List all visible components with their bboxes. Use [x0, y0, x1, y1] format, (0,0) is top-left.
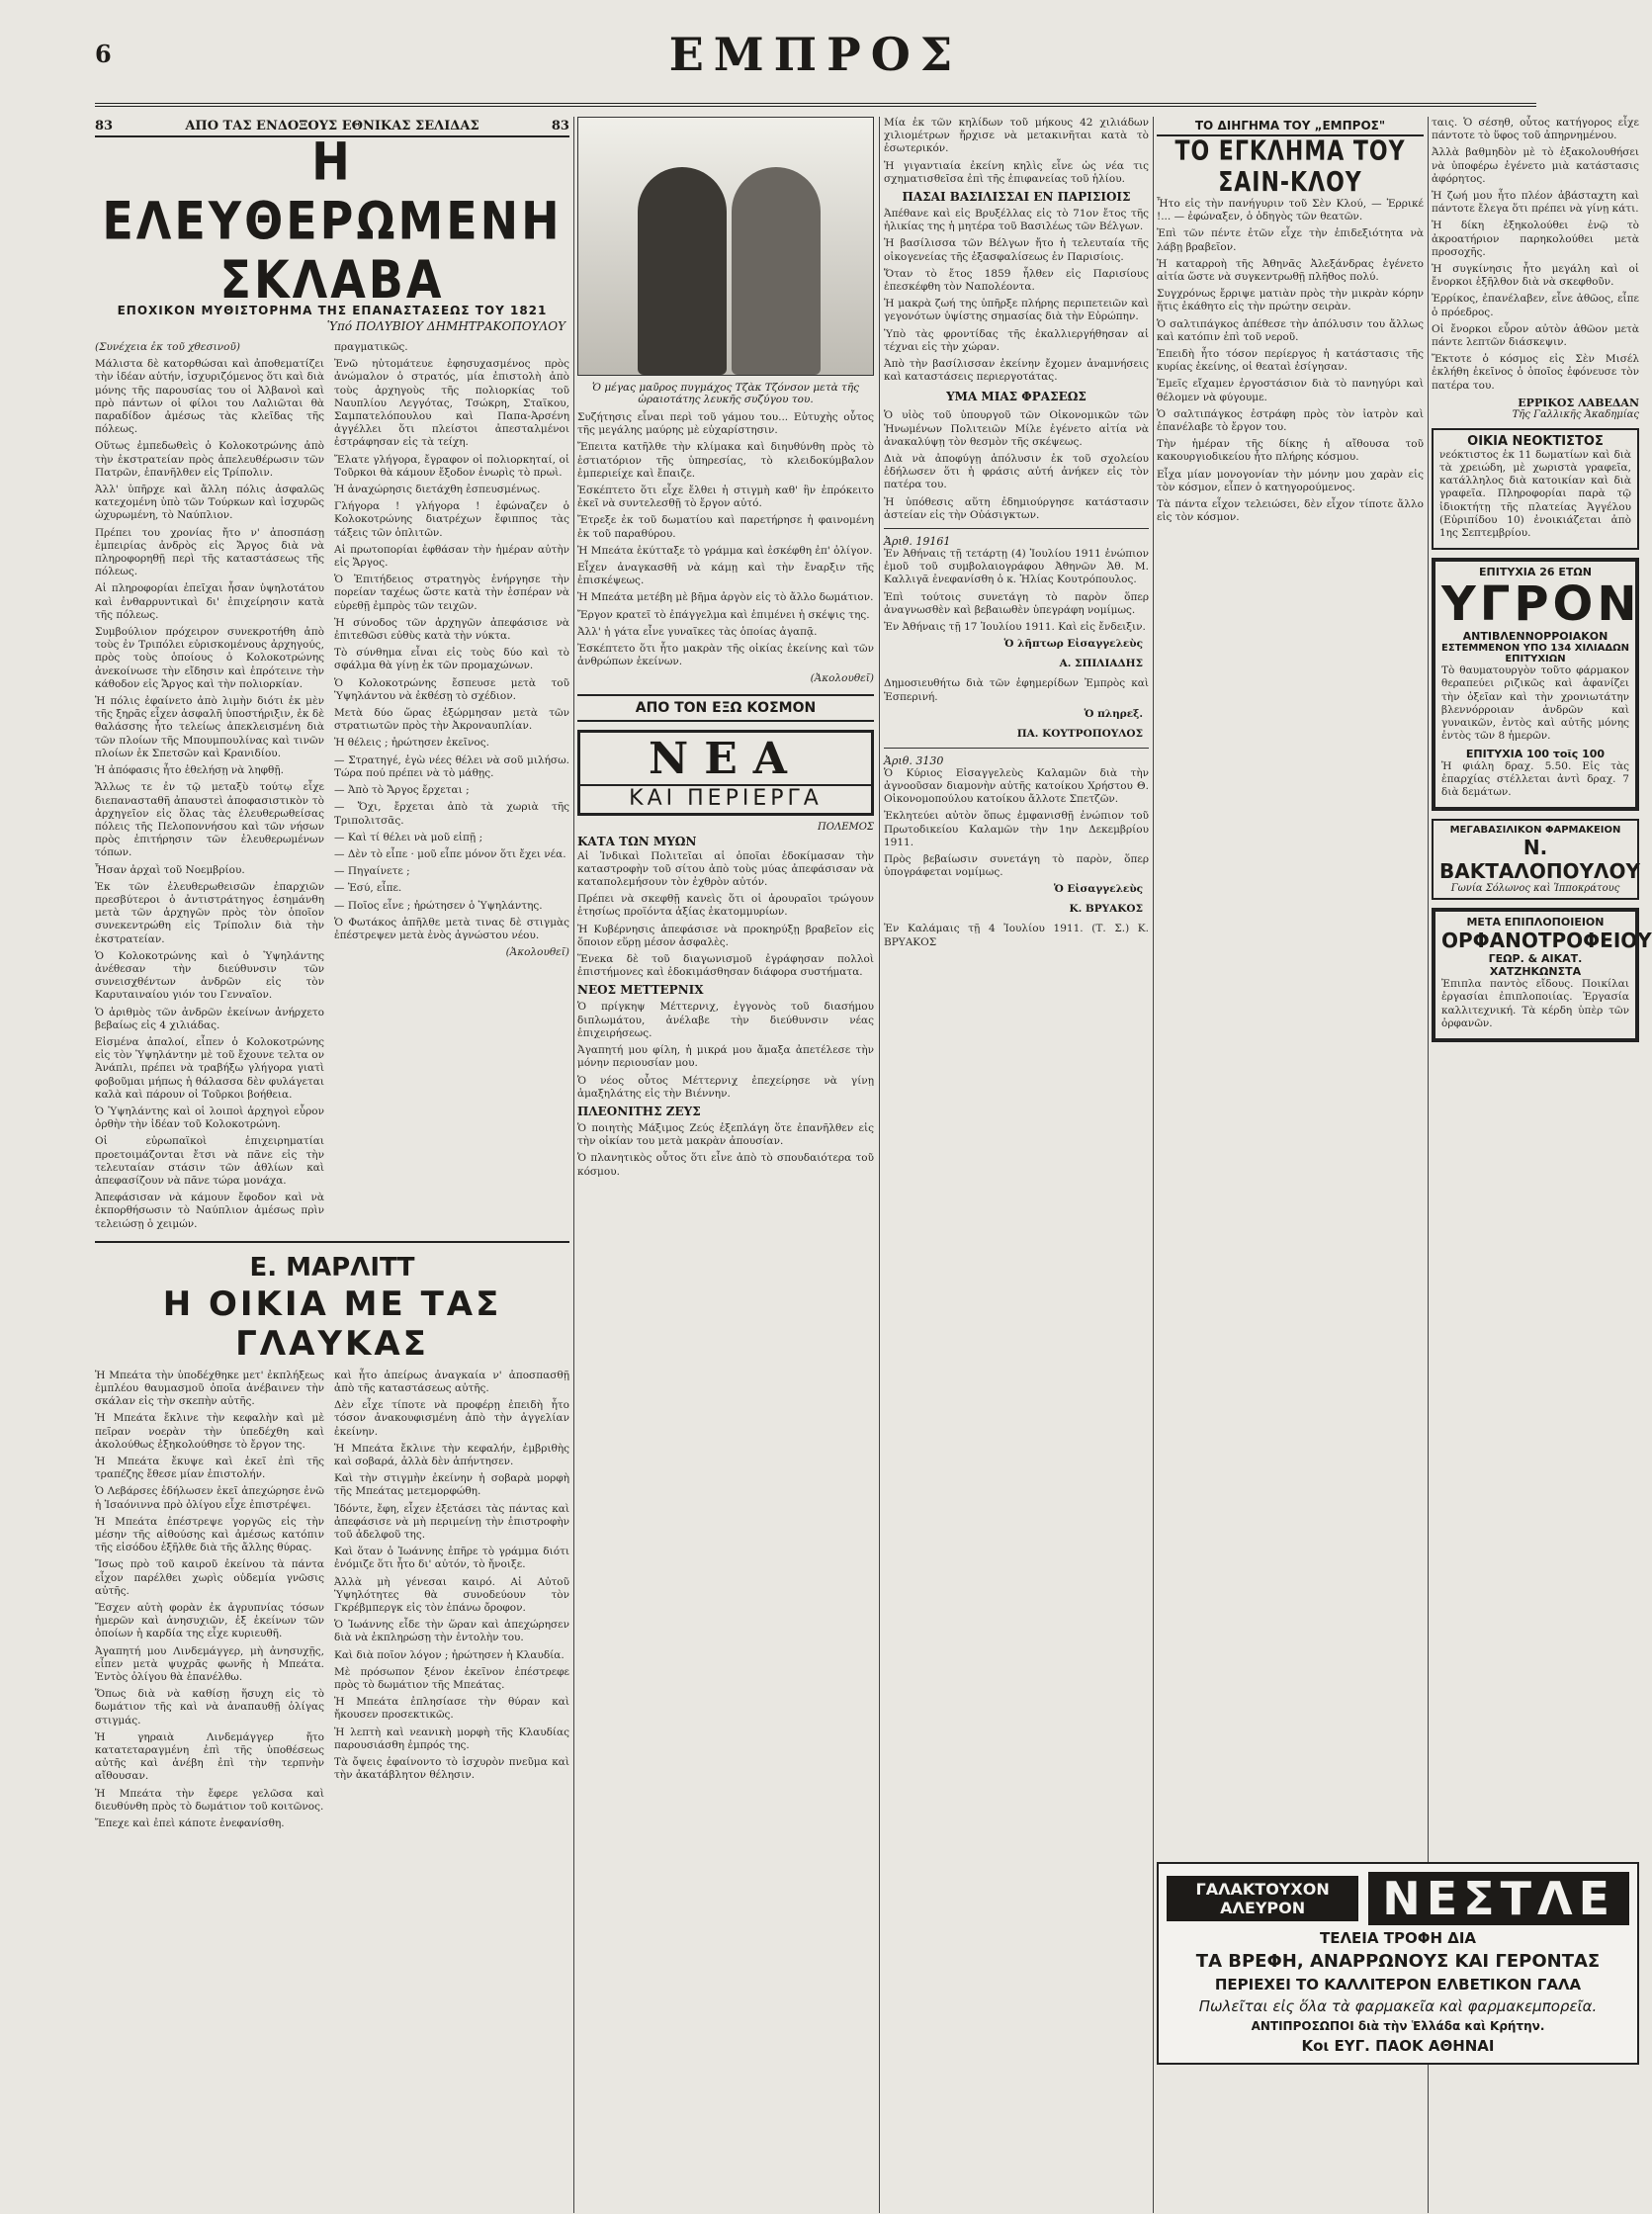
paragraph: Ἐν Ἀθήναις τῇ 17 Ἰουλίου 1911. Καὶ εἰς ἔνδειξιν. — [884, 621, 1146, 634]
paragraph: Ἀλλ' ἡ γάτα εἶνε γυναῖκες τὰς ὁποίας ἀγαπᾷ. — [577, 625, 818, 638]
paragraph: — Ποῖος εἶνε ; ἠρώτησεν ὁ Ὑψηλάντης. — [334, 899, 543, 912]
paragraph: Ἐν Ἀθήναις τῇ τετάρτῃ (4) Ἰουλίου 1911 ἐνώπιον ἐμοῦ τοῦ συμβολαιογράφου Ἀθηνῶν Ἀθ. Μ. Καλλιγᾶ ἐνεφανίσθη ὁ κ. Ἠλίας Κουτρόπουλος. — [884, 548, 1149, 586]
nestle-line: ΑΝΤΙΠΡΟΣΩΠΟΙ διὰ τὴν Ἑλλάδα καὶ Κρήτην. — [1251, 2019, 1545, 2033]
marlitt-title: Η ΟΙΚΙΑ ΜΕ ΤΑΣ ΓΛΑΥΚΑΣ — [162, 1284, 502, 1364]
paragraph: Ἡ Μπεάτα ἔκυψε καὶ ἐκεῖ ἐπὶ τῆς τραπέζης ἔθεσε μίαν ἐπιστολήν. — [95, 1456, 324, 1481]
ygron-line: ΕΣΤΕΜΜΕΝΟΝ ΥΠΟ 134 ΧΙΛΙΑΔΩΝ ΕΠΙΤΥΧΙΩΝ — [1441, 643, 1629, 665]
paragraph: Καὶ τὴν στιγμὴν ἐκείνην ἡ σοβαρὰ μορφὴ τῆς Μπεάτας μετεμορφώθη. — [334, 1472, 569, 1498]
page-number: 6 — [95, 40, 112, 68]
serial-section: ΑΠΟ ΤΑΣ ΕΝΔΟΞΟΥΣ ΕΘΝΙΚΑΣ ΣΕΛΙΔΑΣ — [185, 119, 479, 133]
paragraph: Ἡ Μπεάτα μετέβη μὲ βῆμα ἀργὸν εἰς τὸ ἄλλο δωμάτιον. — [577, 591, 874, 604]
paragraph: Ἀγαπητή μου φίλη, ἡ μικρά μου ἄμαξα ἀπετέλεσε τὴν μόνην περιουσίαν μου. — [577, 1044, 874, 1070]
ygron-line: ΕΠΙΤΥΧΙΑ 100 τοῖς 100 — [1465, 747, 1606, 760]
paragraph: Ὅπως διὰ νὰ καθίσῃ ἥσυχη εἰς τὸ δωμάτιον τῆς καὶ νὰ ἀναπαυθῇ ὀλίγας στιγμάς. — [95, 1688, 324, 1727]
paragraph: Οἱ ἔνορκοι εὗρον αὐτὸν ἀθῶον μετὰ πάντε λεπτῶν διάσκεψιν. — [1432, 322, 1639, 349]
marlitt-author: Ε. ΜΑΡΛΙΤΤ — [249, 1252, 415, 1283]
paragraph: Ἡ πόλις ἐφαίνετο ἀπὸ λιμὴν διότι ἐκ μὲν τῆς ξηρᾶς εἶχεν ἀσφαλῆ ὑποστήριξιν, ἐκ δὲ θαλάσσης ἦτο τελείως ἀπεκλεισμένη διὰ τῶν πλοίων τῆς Μπουμπουλίνας καὶ τινῶν πλοίων ἐκ Σπετσῶν καὶ Κρανιδίου. — [95, 695, 324, 759]
paragraph: Ἔπεχε καὶ ἐπεὶ κάποτε ἐνεφανίσθη. — [95, 1817, 285, 1830]
serial-body — [95, 341, 569, 1235]
marlitt-text-left — [95, 1370, 324, 1835]
paragraph: Ἀπεφάσισαν νὰ κάμουν ἔφοδον καὶ νὰ ἐκπορθήσωσιν τὸ Ναύπλιον ἀμέσως πρὶν τελειώσῃ ὁ χειμών. — [95, 1192, 324, 1230]
nestle-line: ΤΕΛΕΙΑ ΤΡΟΦΗ ΔΙΑ — [1319, 1929, 1477, 1947]
paragraph: Εἶχα μίαν μονογονίαν τὴν μόνην μου χαρὰν εἰς τὸν κόσμον, εἶπεν ὁ κατηγορούμενος. — [1157, 468, 1424, 493]
nestle-line: ΤΑ ΒΡΕΦΗ, ΑΝΑΡΡΩΝΟΥΣ ΚΑΙ ΓΕΡΟΝΤΑΣ — [1195, 1951, 1601, 1972]
photo-figure — [638, 167, 727, 375]
serial-column — [95, 117, 569, 2213]
nestle-line: ΠΕΡΙΕΧΕΙ ΤΟ ΚΑΛΛΙΤΕΡΟΝ ΕΛΒΕΤΙΚΟΝ ΓΑΛΑ — [1214, 1976, 1582, 1993]
paragraph: Ἡ ἀπόφασις ἦτο ἐθελήσῃ νὰ ληφθῇ. — [95, 764, 284, 777]
paragraph: Ὁ Ὑψηλάντης καὶ οἱ λοιποὶ ἀρχηγοὶ εὗρον ὀρθὴν τὴν ἰδέαν τοῦ Κολοκοτρώνη. — [95, 1105, 324, 1131]
columns — [95, 107, 1652, 2213]
paragraph: Πρέπει του χρονίας ἤτο ν' ἀποσπάσῃ ἐμπειρίας ἀνδρὸς εἰς Ἄργος διὰ νὰ πληροφορηθῇ περὶ τῆς καταστάσεως τῆς πόλεως. — [95, 526, 324, 578]
paragraph: Ὁ Κύριος Εἰσαγγελεὺς Καλαμῶν διὰ τὴν ἀγνοοῦσαν διαμονὴν αὐτῆς κατοίκου Χρήστου Θ. Οἰκονομοπούλου κατοίκου ἄλλοτε Σπετζῶν. — [884, 766, 1149, 806]
paragraph: Ὁ νέος οὗτος Μέττερνιχ ἐπεχείρησε νὰ γίνῃ ἁμαξηλάτης εἰς τὴν Βιέννην. — [577, 1074, 874, 1100]
column-divider — [879, 117, 880, 2213]
pharmacy-address: Γωνία Σόλωνος καὶ Ἱπποκράτους — [1450, 883, 1620, 895]
ads-column — [1432, 117, 1652, 2213]
paragraph: Ἡ ὑπόθεσις αὕτη ἐδημιούργησε κατάστασιν ἀστείαν εἰς τὴν Οὐάσιγκτων. — [884, 495, 1149, 521]
pleonitis-heading: ΠΛΕΟΝΙΤΗΣ ΖΕΥΣ — [577, 1104, 701, 1118]
paragraph: Ἔλατε γλήγορα, ἔγραφον οἱ πολιορκηταί, οἱ Τοῦρκοι θὰ κάμουν ἔξοδον ἐνωρὶς τὸ πρωὶ. — [334, 453, 569, 479]
paragraph: Ἀπέθανε καὶ εἰς Βρυξέλλας εἰς τὸ 71ον ἔτος τῆς ἡλικίας της ἡ μητέρα τοῦ Βασιλέως τῶν Βέλγων. — [884, 208, 1149, 233]
paragraph: Ἀγαπητή μου Λινδεμάγγερ, μὴ ἀνησυχῇς, εἶπεν μετὰ ψυχρᾶς φωνῆς ἡ Μπεάτα. Ἐντὸς ὀλίγου θὰ ἐπανέλθω. — [95, 1644, 324, 1684]
story-closing: Ἔκτοτε ὁ κόσμος εἰς Σὲν Μισέλ ἐκλήθη ἐκεῖνος ὁ ὁποῖος ἐφόνευσε τὸν πατέρα του. — [1432, 353, 1639, 392]
paragraph: Τὰ ὄψεις ἐφαίνοντο τὸ ἰσχυρὸν πνεῦμα καὶ τὴν ἀκατάβλητον θέλησιν. — [334, 1756, 569, 1782]
metternich-heading: ΝΕΟΣ ΜΕΤΤΕΡΝΙΧ — [577, 983, 704, 998]
marlitt-body — [95, 1370, 569, 1835]
marlitt-text-right — [334, 1370, 569, 1835]
section-header: ΑΠΟ ΤΟΝ ΕΞΩ ΚΟΣΜΟΝ — [577, 694, 874, 722]
paragraph: Ὁ υἱὸς τοῦ ὑπουργοῦ τῶν Οἰκονομικῶν τῶν Ἡνωμένων Πολιτειῶν Μίλε ἐγένετο αἰτία νὰ ἀνακαλύψῃ τὸν θεσμὸν τῆς σκέψεως. — [884, 409, 1149, 448]
paragraph: Οἱ εὐρωπαϊκοὶ ἐπιχειρηματίαι προετοιμάζονται ἔτσι νὰ πᾶνε εἰς τὴν τελευταίαν στάσιν τῶν ἀθλίων καὶ ἀπεφασίζουν νὰ πᾶνε τώρα μονάχα. — [95, 1135, 324, 1187]
paragraph: Ἐπὶ τούτοις συνετάγη τὸ παρὸν ὅπερ ἀναγνωσθὲν καὶ βεβαιωθὲν ὑπεγράφη νομίμως. — [884, 590, 1149, 616]
paragraph: Ἐσκέπτετο ὅτι εἶχε ἔλθει ἡ στιγμὴ καθ' ἣν ἐπρόκειτο ἐκεῖ νὰ συντελεσθῇ τὸ ἔργον αὐτό. — [577, 485, 874, 510]
paragraph: Ἰδόντε, ἔφη, εἶχεν ἐξετάσει τὰς πάντας καὶ ἀπεφάσισε νὰ μὴ περιμείνῃ τὴν ἐπιστροφὴν τοῦ ἀδελφοῦ της. — [334, 1502, 569, 1542]
paragraph: Ἡ θέλεις ; ἠρώτησεν ἐκεῖνος. — [334, 737, 489, 750]
nea-box — [577, 730, 874, 816]
masthead — [95, 28, 1536, 107]
newspaper-title: ΕΜΠΡΟΣ — [668, 28, 963, 81]
signature-name: Κ. ΒΡΥΑΚΟΣ — [1069, 903, 1143, 916]
paragraph: Ὁ σαλτιπάγκος ἀπέθεσε τὴν ἀπόλυσιν του ἄλλως καὶ κατόπιν ἐπὶ τοῦ νεροῦ. — [1157, 317, 1424, 343]
paragraph: Ἀπὸ τὴν βασίλισσαν ἐκείνην ἔχομεν ἀναμνήσεις καὶ καταστάσεις περιεργοτάτας. — [884, 358, 1149, 384]
serial-byline: Ὑπό ΠΟΛΥΒΙΟΥ ΔΗΜΗΤΡΑΚΟΠΟΥΛΟΥ — [326, 319, 565, 333]
paragraph: Τὴν ἡμέραν τῆς δίκης ἡ αἴθουσα τοῦ κακουργιοδικείου ἦτο πλήρης κόσμου. — [1157, 438, 1424, 464]
notice-number: Ἀριθ. 19161 — [884, 535, 951, 549]
paragraph: πραγματικῶς. — [334, 341, 408, 353]
column-divider — [1153, 117, 1154, 2213]
notice-number: Ἀριθ. 3130 — [884, 753, 944, 767]
paragraph: Ἡ Μπεάτα τὴν ἔφερε γελῶσα καὶ διευθύνθη πρὸς τὸ δωμάτιον τοῦ κοιτῶνος. — [95, 1787, 324, 1813]
paragraph: Ἡ Μπεάτα ἐκύτταξε τὸ γράμμα καὶ ἐσκέφθη ἐπ' ὀλίγον. — [577, 544, 873, 557]
ygron-line: ΑΝΤΙΒΛΕΝΝΟΡΡΟΙΑΚΟΝ — [1462, 630, 1609, 644]
paragraph: Ἡ γηραιὰ Λινδεμάγγερ ἤτο κατατεταραγμένη ἐπὶ τῆς ὑποθέσεως αὐτῆς καὶ ἀνέβη ἐπὶ τὴν τερπνὴν αἴθουσαν. — [95, 1730, 324, 1783]
news-column — [884, 117, 1149, 2213]
paragraph: Μία ἐκ τῶν κηλίδων τοῦ μήκους 42 χιλιάδων χιλιομέτρων ἤρχισε νὰ μετακινῆται κατὰ τὸ ἐσωτερικόν. — [884, 117, 1149, 155]
fraseis-heading: ΥΜΑ ΜΙΑΣ ΦΡΑΣΕΩΣ — [946, 390, 1087, 404]
pharmacy-name: Ν. ΒΑΚΤΑΛΟΠΟΥΛΟΥ — [1439, 836, 1641, 884]
paragraph: Ἡ Μπεάτα ἔκλινε τὴν κεφαλὴν καὶ μὲ πεῖραν νοερὰν τὴν ὑπεδέχθη καὶ ἀκολούθως ἐξηκολούθησε τὸ ἔργον της. — [95, 1412, 324, 1451]
photo-and-news-column — [577, 117, 874, 2213]
paragraph: Ὁ Λεβάρσες ἐδήλωσεν ἐκεῖ ἀπεχώρησε ἐνῶ ἡ Ἰσαόνιννα πρὸ ὀλίγου εἶχε ἐπιστρέψει. — [95, 1485, 324, 1511]
paragraph: Ἐπὶ τῶν πέντε ἐτῶν εἶχε τὴν ἐπιδεξιότητα νὰ λάβῃ βραβεῖον. — [1157, 227, 1424, 253]
paragraph: Μετὰ δύο ὥρας ἐξώρμησαν μετὰ τῶν στρατιωτῶν πρὸς τὴν Ἀκροναυπλίαν. — [334, 707, 569, 733]
paragraph: — Δὲν τὸ εἶπε · μοῦ εἶπε μόνον ὅτι ἔχει νέα. — [334, 847, 566, 860]
column-divider — [573, 117, 574, 2213]
paragraph: Ἐμεῖς εἴχαμεν ἐργοστάσιον διὰ τὸ πανηγύρι καὶ θέλομεν νὰ φύγουμε. — [1157, 378, 1424, 403]
paragraph: Αἱ πληροφορίαι ἐπεῖχαι ἦσαν ὑψηλοτάτου καὶ ἐνθαρρυντικαὶ δι' ἐπιχείρησιν κατὰ τῆς πόλεως. — [95, 582, 324, 621]
paragraph: — Ὄχι, ἔρχεται ἀπὸ τὰ χωριὰ τῆς Τριπολιτσᾶς. — [334, 801, 569, 827]
paragraph: Ἡ γιγαντιαία ἐκείνη κηλὶς εἶνε ὡς νέα τις σχηματισθεῖσα ἐπὶ τῆς ἐπιφανείας τοῦ ἡλίου. — [884, 159, 1149, 185]
paragraph: Συμβούλιον πρόχειρον συνεκροτήθη ἀπὸ τοὺς ἐν Τριπόλει εὑρισκομένους ἀρχηγούς, πρὸς τοὺς ὁποίους ὁ Κολοκοτρώνης ἀνεκοίνωσε τὴν εἴδησιν καὶ ἐπρότεινε τὴν κάθοδον εἰς Ἄργος καὶ τὴν πολιορκίαν. — [95, 626, 324, 690]
paragraph: Ὁ ποιητὴς Μάξιμος Ζεύς ἐξεπλάγη ὅτε ἐπανῆλθεν εἰς τὴν οἰκίαν του μετὰ μακρὰν ἀπουσίαν. — [577, 1121, 874, 1148]
paragraph: Ἄλλως τε ἐν τῷ μεταξὺ τούτῳ εἶχε διεπανασταθῆ ἀπαυστεὶ ἀποφασιστικὸν τὸ ἀρχηγεῖον εἰς ὅλας τὰς ἐλευθερωθείσας πόλεις τῆς Πελοποννήσου καὶ τῶν νήσων πρὸς ἐπιτήρησιν τῶν ἐλευθερωμένων τόπων. — [95, 781, 324, 859]
paragraph: Μὲ πρόσωπον ξένον ἐκεῖνον ἐπέστρεφε πρὸς τὸ δωμάτιον τῆς Μπεάτας. — [334, 1665, 569, 1692]
paragraph: Ἔσχεν αὐτὴ φορὰν ἐκ ἀγρυπνίας τόσων ἡμερῶν καὶ ἀνησυχιῶν, ἐξ ἐκείνων τῶν ὁποίων ἡ καρδία της εἶχε κυριευθῆ. — [95, 1602, 324, 1640]
paragraph: Ἡ Μπεάτα ἐπλησίασε τὴν θύραν καὶ ἤκουσεν προσεκτικῶς. — [334, 1696, 569, 1722]
serial-subtitle: ΕΠΟΧΙΚΟΝ ΜΥΘΙΣΤΟΡΗΜΑ ΤΗΣ ΕΠΑΝΑΣΤΑΣΕΩΣ ΤΟΥ 1821 — [117, 304, 548, 317]
paragraph: Πρὸς βεβαίωσιν συνετάγη τὸ παρὸν, ὅπερ ὑπογράφεται νομίμως. — [884, 852, 1149, 879]
paragraph: Ἡ Μπεάτα τὴν ὑποδέχθηκε μετ' ἐκπλήξεως ἐμπλέου θαυμασμοῦ ὁποῖα ἀνέβαινεν τὴν σκάλαν εἰς τὴν σκεπὴν αὐτῆς. — [95, 1369, 324, 1408]
paragraph: Τὰ πάντα εἶχον τελειώσει, δὲν εἶχον τίποτε ἄλλο εἰς τὸν κόσμον. — [1157, 498, 1424, 524]
orphanage-line: ΓΕΩΡ. & ΑΙΚΑΤ. ΧΑΤΖΗΚΩΝΣΤΑ — [1488, 952, 1583, 979]
paragraph: καὶ ἦτο ἀπείρως ἀναγκαία ν' ἀποσπασθῇ ἀπὸ τῆς καταστάσεως αὐτῆς. — [334, 1369, 569, 1394]
paragraph: — Πηγαίνετε ; — [334, 865, 410, 878]
paragraph: Ἐκλητεύει αὐτὸν ὅπως ἐμφανισθῇ ἐνώπιον τοῦ Πρωτοδικείου Καλαμῶν τὴν 1ην Δεκεμβρίου 1911. — [884, 810, 1149, 848]
paragraph: Ἡ βασίλισσα τῶν Βέλγων ἤτο ἡ τελευταία τῆς οἰκογενείας τῆς ἐξασφαλίσεως ἐν Παρισίοις. — [884, 237, 1149, 263]
photo-caption: Ὁ μέγας μαῦρος πυγμάχος Τζὰκ Τζόνσον μετὰ τῆς ὡραιοτάτης λευκῆς συζύγου του. — [591, 382, 860, 405]
paragraph: — Καὶ τί θέλει νὰ μοῦ εἰπῇ ; — [334, 831, 483, 843]
orphanage-line: ΜΕΤΑ ΕΠΙΠΛΟΠΟΙΕΙΟΝ — [1466, 916, 1605, 930]
paragraph: Ἔργον κρατεῖ τὸ ἐπάγγελμα καὶ ἐπιμένει ἡ σκέψις της. — [577, 608, 870, 621]
paragraph: Ἐνῶ ηὐτομάτευε ἐφησυχασμένος πρὸς ἀνώμαλον ὁ στρατός, μία ἐπιστολὴ ἀπὸ τοὺς ἀρχηγοὺς τῆς πολιορκίας τοῦ Ναυπλίου Λεγγότας, Τσώκρη, Σταϊκου, Σαμπατελόπουλου καὶ Παπα-Ἀρσένη ἀγγέλλει ὅτι πλείστοι ἀπεσταλμένοι ἐστράφησαν εἰς τὰ τείχη. — [334, 358, 569, 449]
paragraph: Ἔπειτα κατῆλθε τὴν κλίμακα καὶ διηυθύνθη πρὸς τὸ ἑστιατόριον τῆς ὑπηρεσίας, τὸ κλειδοκύμβαλον ἐμπεριείχε καὶ ἔπαιζε. — [577, 441, 874, 480]
house-ad-heading: ΟΙΚΙΑ ΝΕΟΚΤΙΣΤΟΣ — [1467, 433, 1604, 449]
pharmacy-line: ΜΕΓΑΒΑΣΙΛΙΚΟΝ ΦΑΡΜΑΚΕΙΟΝ — [1449, 825, 1621, 837]
paragraph: Ἔτρεξε ἐκ τοῦ δωματίου καὶ παρετήρησε ἡ φαινομένη ἐκ τοῦ παραθύρου. — [577, 514, 874, 540]
paragraph: Ἡ σύνοδος τῶν ἀρχηγῶν ἀπεφάσισε νὰ ἐπιτεθῶσι εὐθὺς κατὰ τὴν νύκτα. — [334, 616, 569, 643]
signature-title: Ὁ λῆπτωρ Εἰσαγγελεὺς — [1003, 638, 1143, 651]
paragraph: Ἀλλὰ βαθμηδὸν μὲ τὸ ἐξακολουθήσει νὰ ὑποφέρω ἐγένετο μιὰ κατάστασις ἀφόρητος. — [1432, 146, 1639, 185]
ygron-line: ΕΠΙΤΥΧΙΑ 26 ΕΤΩΝ — [1479, 566, 1592, 579]
paragraph: Αἱ πρωτοπορίαι ἐφθάσαν τὴν ἡμέραν αὐτὴν εἰς Ἄργος. — [334, 543, 569, 570]
paragraph: ταις. Ὁ σέσηθ, οὗτος κατήγορος εἶχε πάντοτε τὸ ὕφος τοῦ ἀπηρνημένου. — [1432, 117, 1639, 142]
paragraph: Ἐπειδὴ ἦτο τόσον περίεργος ἡ κατάστασις τῆς κυρίας ἐκείνης, οἱ θεαταὶ ἐσίγησαν. — [1157, 348, 1424, 374]
boxer-photo — [577, 117, 874, 376]
paragraph: Διὰ νὰ ἀποφύγῃ ἀπόλυσιν ἐκ τοῦ σχολείου ἐδήλωσεν ὅτι ἡ φράσις αὐτή ἀνήκεν εἰς τὸν πατέρα του. — [884, 453, 1149, 491]
paragraph: Ἡ λεπτὴ καὶ νεανικὴ μορφὴ τῆς Κλαυδίας παρουσιάσθη ἐμπρός της. — [334, 1726, 569, 1751]
paragraph: Τὸ σύνθημα εἶναι εἰς τοὺς δύο καὶ τὸ σφάλμα θὰ γίνῃ ἐκ τῶν προμαχώνων. — [334, 647, 569, 672]
paragraph: Ἡ ἀναχώρησις διετάχθη ἐσπευσμένως. — [334, 484, 541, 496]
paragraph: — Ἐσύ, εἶπε. — [334, 882, 402, 895]
paragraph: Μάλιστα δὲ κατορθώσαι καὶ ἀποθεματίζει τὴν ἰδέαν αὐτήν, ἰσχυριζόμενος ὅτι καὶ διὰ μόνης τῆς παρουσίας του οἱ Ἀλβανοὶ καὶ πρὸ πάντων οἱ φίλοι του Λαλιῶται θὰ παραδίδον ἀμέσως τὰς κλεῖδας τῆς πόλεως. — [95, 358, 324, 436]
serial-continued: (Συνέχεια ἐκ τοῦ χθεσινοῦ) — [95, 341, 240, 353]
paragraph: Ὅταν τὸ ἔτος 1859 ἦλθεν εἰς Παρισίους ἐπεσκέφθη τὸν Ναπολέοντα. — [884, 267, 1149, 294]
nestle-line: Κοι ΕΥΓ. ΠΑΟΚ ΑΘΗΝΑΙ — [1301, 2037, 1495, 2055]
paragraph: Συγχρόνως ἔρριψε ματιὰν πρὸς τὴν μικρὰν κόρην ἥτις ἐκάθητο εἰς τὴν πρώτην σειρὰν. — [1157, 288, 1424, 313]
paragraph: Ὁ Κολοκοτρώνης καὶ ὁ Ὑψηλάντης ἀνέθεσαν τὴν διεύθυνσιν τῶν συνεισχθέντων ἀνδρῶν εἰς τὸν Καρυταιναίου γιόν του Γενναῖον. — [95, 949, 324, 1002]
paragraph: Ἐν Καλάμαις τῇ 4 Ἰουλίου 1911. (Τ. Σ.) Κ. ΒΡΥΑΚΟΣ — [884, 923, 1149, 948]
signature-title: Ὁ Εἰσαγγελεὺς — [1053, 883, 1143, 896]
house-ad-text: νεόκτιστος ἐκ 11 δωματίων καὶ διὰ τὰ χρειώδη, μὲ χωριστὰ γραφεῖα, κατάλληλος διὰ κατοικίαν καὶ διὰ γραφεῖα. Πληροφορίαι παρὰ τῷ ἰδιοκτήτῃ τῆς πλατείας Ἀγγέλου (Εὐριπίδου 10) ἐνοικιάζεται ἀπὸ 1ης Σεπτεμβρίου. — [1439, 448, 1631, 540]
perierga-title: ΚΑΙ ΠΕΡΙΕΡΓΑ — [580, 784, 871, 811]
signature-name: Α. ΣΠΙΛΙΑΔΗΣ — [1059, 658, 1143, 670]
paragraph: Ἴσως πρὸ τοῦ καιροῦ ἐκείνου τὰ πάντα εἶχον παρέλθει χωρὶς οὐδεμία γνῶσις αὐτῆς. — [95, 1558, 324, 1597]
ygron-ad — [1432, 558, 1639, 811]
to-be-continued: (Ἀκολουθεῖ) — [810, 672, 874, 685]
paragraph: Καὶ διὰ ποῖον λόγον ; ἠρώτησεν ἡ Κλαυδία. — [334, 1648, 565, 1661]
ygron-text: Ἡ φιάλη δραχ. 5.50. Εἰς τὰς ἐπαρχίας στέλλεται ἀντὶ δραχ. 7 διὰ δεμάτων. — [1441, 759, 1629, 798]
signature-title: Ὁ πληρεξ. — [1084, 707, 1143, 720]
orphanage-ad — [1432, 908, 1652, 1042]
paragraph: Ἦτο εἰς τὴν πανήγυριν τοῦ Σὲν Κλού, — Ἐρρικέ !... — ἐφώναξεν, ὁ ὁδηγὸς τῶν θεατῶν. — [1157, 198, 1424, 223]
paragraph: Εἶχεν ἀναγκασθῆ νὰ κάμῃ καὶ τὴν ἔναρξιν τῆς ἐπισκέψεως. — [577, 562, 874, 587]
story-author-affiliation: Τῆς Γαλλικῆς Ἀκαδημίας — [1512, 408, 1639, 420]
to-be-continued: (Ἀκολουθεῖ) — [505, 946, 569, 959]
paragraph: Συζήτησις εἶναι περὶ τοῦ γάμου του... Εὐτυχὴς οὗτος τῆς μεγάλης μαύρης μὲ εὐχαρίστησιν. — [577, 411, 874, 437]
paragraph: Ἀλλὰ μὴ γένεσαι καιρό. Αἱ Αὐτοῦ Ὑψηλότητες θὰ συνοδεύουν τὸν Γκρέβμπεργκ εἰς τὸν ἐπάνω ὄροφον. — [334, 1575, 569, 1615]
paragraph: Ὁ Φωτάκος ἀπῆλθε μετὰ τινας δὲ στιγμὰς ἐπέστρεψεν μετὰ ἑνὸς ἀγνώστου νέου. — [334, 916, 569, 941]
paragraph: Γλήγορα ! γλήγορα ! ἐφώναζεν ὁ Κολοκοτρώνης διατρέχων ἔφιππος τὰς τάξεις τῶν ὁπλιτῶν. — [334, 500, 569, 539]
nea-title: ΝΕΑ — [649, 733, 803, 784]
story-column — [1157, 117, 1424, 2213]
photo-figure — [732, 167, 821, 375]
paragraph: — Στρατηγέ, ἐγὼ νέες θέλει νὰ σοῦ μιλήσω. Τώρα πού πρέπει νὰ τὸ μάθῃς. — [334, 753, 569, 779]
orphanage-name: ΟΡΦΑΝΟΤΡΟΦΕΙΟΥ — [1441, 929, 1652, 953]
paragraph: Ἡ δίκη ἐξηκολούθει ἐνῷ τὸ ἀκροατήριον παρηκολούθει μετὰ προσοχῆς. — [1432, 220, 1639, 258]
pharmacy-ad — [1432, 819, 1639, 900]
paragraph: Πρέπει νὰ σκεφθῇ κανεὶς ὅτι οἱ ἀρουραῖοι τρώγουν ἐτησίως προϊόντα ἀξίας ἑκατομμυρίων. — [577, 893, 874, 919]
nestle-brand: ΝΕΣΤΛΕ — [1368, 1872, 1629, 1925]
paragraph: Οὕτως ἐμπεδωθεὶς ὁ Κολοκοτρώνης ἀπὸ τὴν ἐκστρατείαν πρὸς ἀπελευθέρωσιν τῶν Πατρῶν, ἐπανῆλθεν εἰς Τρίπολιν. — [95, 440, 324, 479]
paragraph: Ὁ πρίγκηψ Μέττερνιχ, ἐγγονὸς τοῦ διασήμου διπλωμάτου, ἀνέλαβε τὴν διεύθυνσιν νέας ἐπιχειρήσεως. — [577, 1001, 874, 1039]
paragraph: Ὁ ἀριθμὸς τῶν ἀνδρῶν ἐκείνων ἀνήρχετο βεβαίως εἰς 4 χιλιάδας. — [95, 1006, 324, 1031]
paragraph: Ἡ Κυβέρνησις ἀπεφάσισε νὰ προκηρύξῃ βραβεῖον εἰς ὅποιον εὕρῃ μέσον ἀσφαλὲς. — [577, 923, 874, 948]
serial-number-right: 83 — [551, 119, 569, 133]
paragraph: Ἡ μακρὰ ζωή της ὑπῆρξε πλήρης περιπετειῶν καὶ γεγονότων ὑψίστης σημασίας διὰ τὴν Εὐρώπην. — [884, 298, 1149, 323]
story-kicker: ΤΟ ΔΙΗΓΗΜΑ ΤΟΥ „ΕΜΠΡΟΣ" — [1157, 117, 1424, 136]
paragraph: Ὑπὸ τὰς φροντίδας τῆς ἐκαλλιεργήθησαν αἱ τέχναι εἰς τὴν χώραν. — [884, 327, 1149, 353]
story-author: ΕΡΡΙΚΟΣ ΛΑΒΕΔΑΝ — [1518, 396, 1639, 409]
serial-text-right — [334, 341, 569, 1235]
paragraph: Αἱ Ἰνδικαὶ Πολιτεῖαι αἱ ὁποῖαι ἐδοκίμασαν τὴν καταστροφὴν τοῦ σίτου ἀπὸ τοὺς μύας ἀπεφάσισαν νὰ καταπολεμήσουν τὸν ἐχθρὸν αὐτόν. — [577, 849, 874, 889]
paragraph: Ἡ συγκίνησις ἦτο μεγάλη καὶ οἱ ἔνορκοι ἐξῆλθον διὰ νὰ σκεφθοῦν. — [1432, 263, 1639, 289]
paragraph: Ἡ Μπεάτα ἔκλινε τὴν κεφαλήν, ἐμβριθὴς καὶ σοβαρά, ἀλλὰ δὲν ἀπήντησεν. — [334, 1442, 569, 1468]
paragraph: Δημοσιευθήτω διὰ τῶν ἐφημερίδων Ἐμπρὸς καὶ Ἑσπερινή. — [884, 677, 1149, 703]
story-title: ΤΟ ΕΓΚΛΗΜΑ ΤΟΥ ΣΑΙΝ-ΚΛΟΥ — [1174, 135, 1406, 199]
orphanage-text: Ἐπιπλα παντὸς εἴδους. Ποικίλαι ἐργασίαι ἐπιπλοποιίας. Ἐργασία καλλιτεχνική. Τὰ κέρδη ὑπὲρ τῶν ὀρφανῶν. — [1441, 978, 1629, 1029]
paragraph: Ὁ Ἰωάννης εἶδε τὴν ὥραν καὶ ἀπεχώρησεν διὰ νὰ ἐκπληρώσῃ τὴν ἐντολὴν του. — [334, 1619, 569, 1644]
paragraph: Ἀλλ' ὑπῆρχε καὶ ἄλλη πόλις ἀσφαλῶς κατεχομένη ὑπὸ τῶν Τούρκων καὶ ἰσχυρῶς ὠχυρωμένη, τὸ Ναύπλιον. — [95, 484, 324, 522]
vasilisses-heading: ΠΑΣΑΙ ΒΑΣΙΛΙΣΣΑΙ ΕΝ ΠΑΡΙΣΙΟΙΣ — [902, 190, 1131, 205]
paragraph: Ὁ σαλτιπάγκος ἐστράφη πρὸς τὸν ἰατρὸν καὶ ἐπανέλαβε τὸ ἔργον του. — [1157, 407, 1424, 434]
paragraph: Ἡ Μπεάτα ἐπέστρεψε γοργῶς εἰς τὴν μέσην τῆς αἰθούσης καὶ ἀμέσως κατόπιν τῆς εἰσόδου ἐξῆλθε διὰ τῆς ἄλλης θύρας. — [95, 1515, 324, 1554]
house-ad — [1432, 428, 1639, 550]
serial-text-left — [95, 341, 324, 1235]
paragraph: Δὲν εἶχε τίποτε νὰ προφέρῃ ἐπειδὴ ἦτο τόσον ἀνακουφισμένη ἀπὸ τὴν ἀγγελίαν ἐκείνην. — [334, 1399, 569, 1438]
polemos-label: ΠΟΛΕΜΟΣ — [818, 821, 874, 833]
nestle-tag: ΓΑΛΑΚΤΟΥΧΟΝ ΑΛΕΥΡΟΝ — [1167, 1876, 1358, 1921]
paragraph: Ὁ πλανητικὸς οὗτος ὅτι εἶνε ἀπὸ τὸ σπουδαιότερα τοῦ κόσμου. — [577, 1152, 874, 1178]
serial-title: Η ΕΛΕΥΘΕΡΩΜΕΝΗ ΣΚΛΑΒΑ — [102, 131, 563, 310]
paragraph: Ἐκ τῶν ἐλευθερωθεισῶν ἐπαρχιῶν πρεσβύτεροι ὁ ἀντιστράτηγος ἐσημάνθη μετὰ τῶν ἀρχηγῶν πρὸς τὸν ὁποῖον συνεκεντρώθη εἰς Τρίπολιν διὰ τὴν ἐκστρατείαν. — [95, 880, 324, 945]
paragraph: — Ἀπὸ τὸ Ἄργος ἔρχεται ; — [334, 784, 470, 797]
paragraph: Ἕνεκα δὲ τοῦ διαγωνισμοῦ ἐγράφησαν πολλοὶ ἐπιστήμονες καὶ ἐδοκιμάσθησαν διάφορα συστήματα. — [577, 953, 874, 979]
paragraph: Ἐρρίκος, ἐπανέλαβεν, εἶνε ἀθῶος, εἶπε ὁ πρόεδρος. — [1432, 293, 1639, 318]
column-divider — [1428, 117, 1429, 2213]
paragraph: Καὶ ὅταν ὁ Ἰωάννης ἐπῆρε τὸ γράμμα διότι ἐνόμιζε ὅτι ἦτο δι' αὐτόν, τὸ ἤνοιξε. — [334, 1546, 569, 1571]
paragraph: Ἦσαν ἀρχαὶ τοῦ Νοεμβρίου. — [95, 863, 245, 876]
paragraph: Εἰσμένα ἀπαλοί, εἶπεν ὁ Κολοκοτρώνης εἰς τὸν Ὑψηλάντην μὲ τοῦ ἔχουνε τελτα ον Ἀνάπλι, πρέπει νὰ τραβήξω γλήγορα γιατὶ φοβοῦμαι μήπως ἡ θάλασσα δὲν φυλάγεται καλὰ καὶ πάρουν οἱ Τοῦρκοι βοήθεια. — [95, 1035, 324, 1101]
ygron-text: Τὸ θαυματουργὸν τοῦτο φάρμακον θεραπεύει ριζικῶς καὶ ἀφανίζει τὴν ὀξεῖαν καὶ τὴν χρονιωτάτην βλεννόρροιαν ἀνδρῶν καὶ γυναικῶν, ἐντὸς καὶ αὐτῆς μόνης ἐντὸς τῶν 8 ἡμερῶν. — [1441, 664, 1629, 743]
paragraph: Ἡ καταρροὴ τῆς Ἀθηνᾶς Ἀλεξάνδρας ἐγένετο αἰτία ὥστε νὰ συγκεντρωθῇ πλῆθος πολύ. — [1157, 257, 1424, 284]
myes-heading: ΚΑΤΑ ΤΩΝ ΜΥΩΝ — [577, 834, 697, 848]
paragraph: Ἡ ζωή μου ἦτο πλέον ἀβάσταχτη καὶ πάντοτε ἔλεγα ὅτι πρέπει νὰ γίνῃ κάτι. — [1432, 190, 1639, 216]
paragraph: Ὁ Κολοκοτρώνης ἔσπευσε μετὰ τοῦ Ὑψηλάντου νὰ ἐκθέσῃ τὸ σχέδιον. — [334, 676, 569, 702]
serial-number-left: 83 — [95, 119, 114, 133]
paragraph: Ὁ Ἐπιτήδειος στρατηγὸς ἐνήργησε τὴν πορείαν ταχέως ὥστε κατὰ τὴν ἑσπέραν νὰ εὑρεθῇ ἐμπρὸς τῶν τειχῶν. — [334, 574, 569, 612]
signature-name: ΠΑ. ΚΟΥΤΡΟΠΟΥΛΟΣ — [1016, 727, 1143, 740]
nestle-line: Πωλεῖται εἰς ὅλα τὰ φαρμακεῖα καὶ φαρμακεμπορεῖα. — [1198, 1997, 1598, 2015]
marlitt-serial — [95, 1241, 569, 1835]
paragraph: Ἐσκέπτετο ὅτι ἦτο μακρὰν τῆς οἰκίας ἐκείνης καὶ τῶν ἀνθρώπων ἐκείνων. — [577, 643, 874, 668]
ygron-brand: ΥΓΡΟΝ — [1441, 576, 1641, 633]
